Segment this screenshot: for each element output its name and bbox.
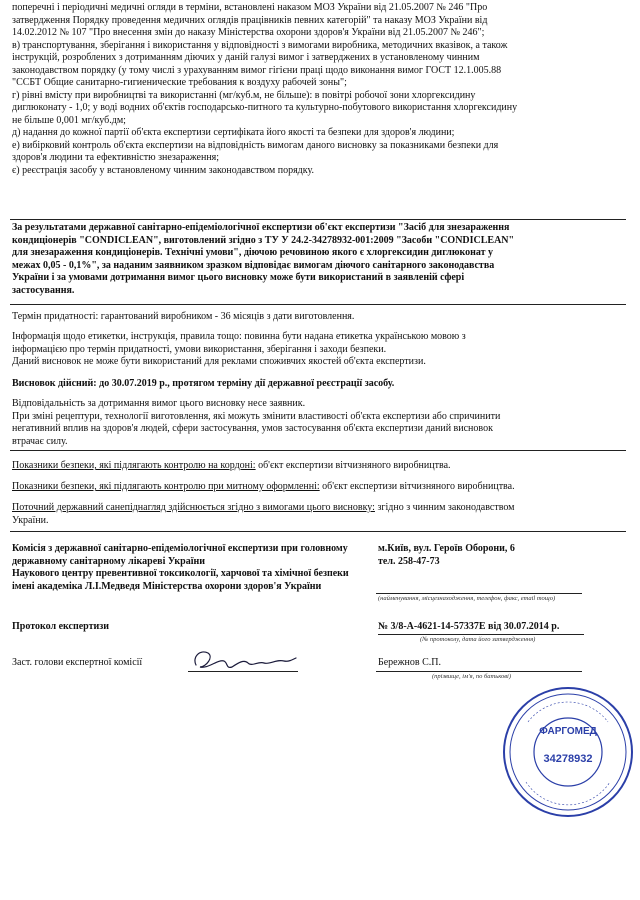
requirements-line: законодавством порядку (у тому числі з урахуванням вимог гігієни праці щодо виконання вимог ГОСТ 12.1.005.88 [12,64,502,76]
address-line: тел. 258-47-73 [378,555,440,567]
label-info-line: Даний висновок не може бути використаний для реклами споживчих якостей об'єкта експертизи. [12,356,426,367]
signature-line [188,671,298,672]
requirements-line: д) надання до кожної партії об'єкта експертизи сертифіката його якості та безпеки для здоров'я людини; [12,127,455,138]
supervision-value-cont: України. [12,514,49,526]
conclusion-line: застосування. [12,284,75,296]
commission-line: державному санітарному лікареві України [12,555,205,567]
deputy-name: Бережнов С.П. [378,657,441,668]
requirements-list [12,2,624,177]
section-divider [10,531,626,532]
name-underline [376,671,582,672]
conclusion-line: кондиціонерів "CONDICLEAN", виготовлений згідно з ТУ У 24.2-34278932-001:2009 "Засоби "CONDICLEAN" [12,234,515,246]
commission-line: Комісія з державної санітарно-епідеміологічної експертизи при головному [12,543,348,554]
conclusion-line: межах 0,05 - 0,1%", за наданим заявником зразком відповідає вимогам діючого санітарного законодавства [12,259,495,271]
requirements-line: в) транспортування, зберігання і використання у відповідності з вимогами виробника, методичних вказівок, а також [12,39,508,51]
stamp-code: 34278932 [543,753,593,765]
supervision [12,502,624,527]
requirements-line: диглюконату - 1,0; у воді водних об'єктів господарсько-питного та культурно-побутового використання хлоргексидину [12,102,518,113]
requirements-line: "ССБТ Общие санитарно-гигиенические требования к воздуху рабочей зоны"; [12,77,347,88]
conclusion-paragraph [12,222,624,297]
address-underline [376,593,582,594]
stamp-title: ФАРГОМЕД [539,726,597,737]
deputy-label: Заст. голови експертної комісії [12,657,143,668]
supervision-value: згідно з чинним законодавством [374,502,515,513]
supervision-label: Поточний державний санепіднагляд здійснюється згідно з вимогами цього висновку: [12,502,375,513]
conclusion-line: За результатами державної санітарно-епідеміологічної експертизи об'єкт експертизи "Засіб для знезараження [12,222,510,233]
responsibility-line: негативний вплив на здоров'я людей, сфери застосування, умов застосування об'єкта експертизи даний висновок [12,423,493,434]
section-divider [10,450,626,451]
requirements-line: г) рівні вмісту при виробництві та використанні (мг/куб.м, не більше): в повітрі робочої зони хлоргексидину [12,89,476,101]
validity: Висновок дійсний: до 30.07.2019 р., протягом терміну дії державної реєстрації засобу. [12,378,395,389]
customs-control-label: Показники безпеки, які підлягають контролю при митному оформленні: [12,481,320,492]
shelf-life: Термін придатності: гарантований виробником - 36 місяців з дати виготовлення. [12,311,355,322]
company-stamp [498,682,638,822]
requirements-line: е) вибірковий контроль об'єкта експертизи на відповідність вимогам даного висновку за показниками безпеки для [12,139,499,151]
label-info [12,331,624,369]
protocol-label: Протокол експертизи [12,621,110,632]
border-control-label: Показники безпеки, які підлягають контролю на кордоні: [12,460,256,471]
requirements-line: інструкцій, розроблених з дотриманням діючих у даній галузі вимог і затверджених в установленому чинним [12,52,480,63]
protocol-caption: (№ протоколу, дата його затвердження) [420,636,536,643]
commission-address [378,543,618,568]
section-divider [10,304,626,305]
responsibility-line: При зміні рецептури, технології виготовлення, які можуть змінити властивості об'єкта експертизи або спричинити [12,410,501,422]
requirements-line: є) реєстрація засобу у встановленому чинним законодавством порядку. [12,164,314,176]
border-control [12,460,624,473]
address-line: м.Київ, вул. Героїв Оборони, 6 [378,543,515,554]
requirements-line: здоров'я людини та ефективністю знезараження; [12,152,220,163]
commission-name [12,543,382,593]
label-info-line: Інформація щодо етикетки, інструкція, правила тощо: повинна бути надана етикетка українською мовою з [12,331,466,342]
conclusion-line: для знезараження кондиціонерів. Технічні умови", діючою речовиною якого є хлоргексидин диглюконат у [12,247,494,258]
customs-control [12,481,624,494]
section-divider [10,219,626,220]
address-caption: (найменування, місцезнаходження, телефон, факс, email тощо) [378,595,556,602]
commission-line: Наукового центру превентивної токсикології, харчової та хімічної безпеки [12,568,349,579]
requirements-line: поперечні і періодичні медичні огляди в терміни, встановлені наказом МОЗ України від 21.05.2007 № 246 "Про [12,2,488,13]
border-control-value: об'єкт експертизи вітчизняного виробництва. [255,460,451,471]
protocol-number: № 3/8-А-4621-14-57337Е від 30.07.2014 р. [378,621,560,632]
customs-control-value: об'єкт експертизи вітчизняного виробництва. [319,481,515,492]
requirements-line: затвердження Порядку проведення медичних оглядів працівників певних категорій" та наказу МОЗ України від [12,14,488,26]
responsibility-line: Відповідальність за дотримання вимог цього висновку несе заявник. [12,398,306,409]
label-info-line: інформацією про термін придатності, умови використання, зберігання і заходи безпеки. [12,343,387,355]
requirements-line: не більше 0,001 мг/куб.дм; [12,114,126,126]
name-caption: (прізвище, ім'я, по батькові) [432,673,512,680]
responsibility-line: втрачає силу. [12,435,68,447]
commission-line: імені академіка Л.І.Медведя Міністерства охорони здоров'я України [12,580,322,592]
responsibility [12,398,624,448]
conclusion-line: України і за умовами дотримання вимог цього висновку може бути використаний в заявленій сфері [12,272,465,283]
requirements-line: 14.02.2012 № 107 "Про внесення змін до наказу Міністерства охорони здоров'я України від 21.05.2007 № 246"; [12,27,485,38]
protocol-underline [378,634,584,635]
